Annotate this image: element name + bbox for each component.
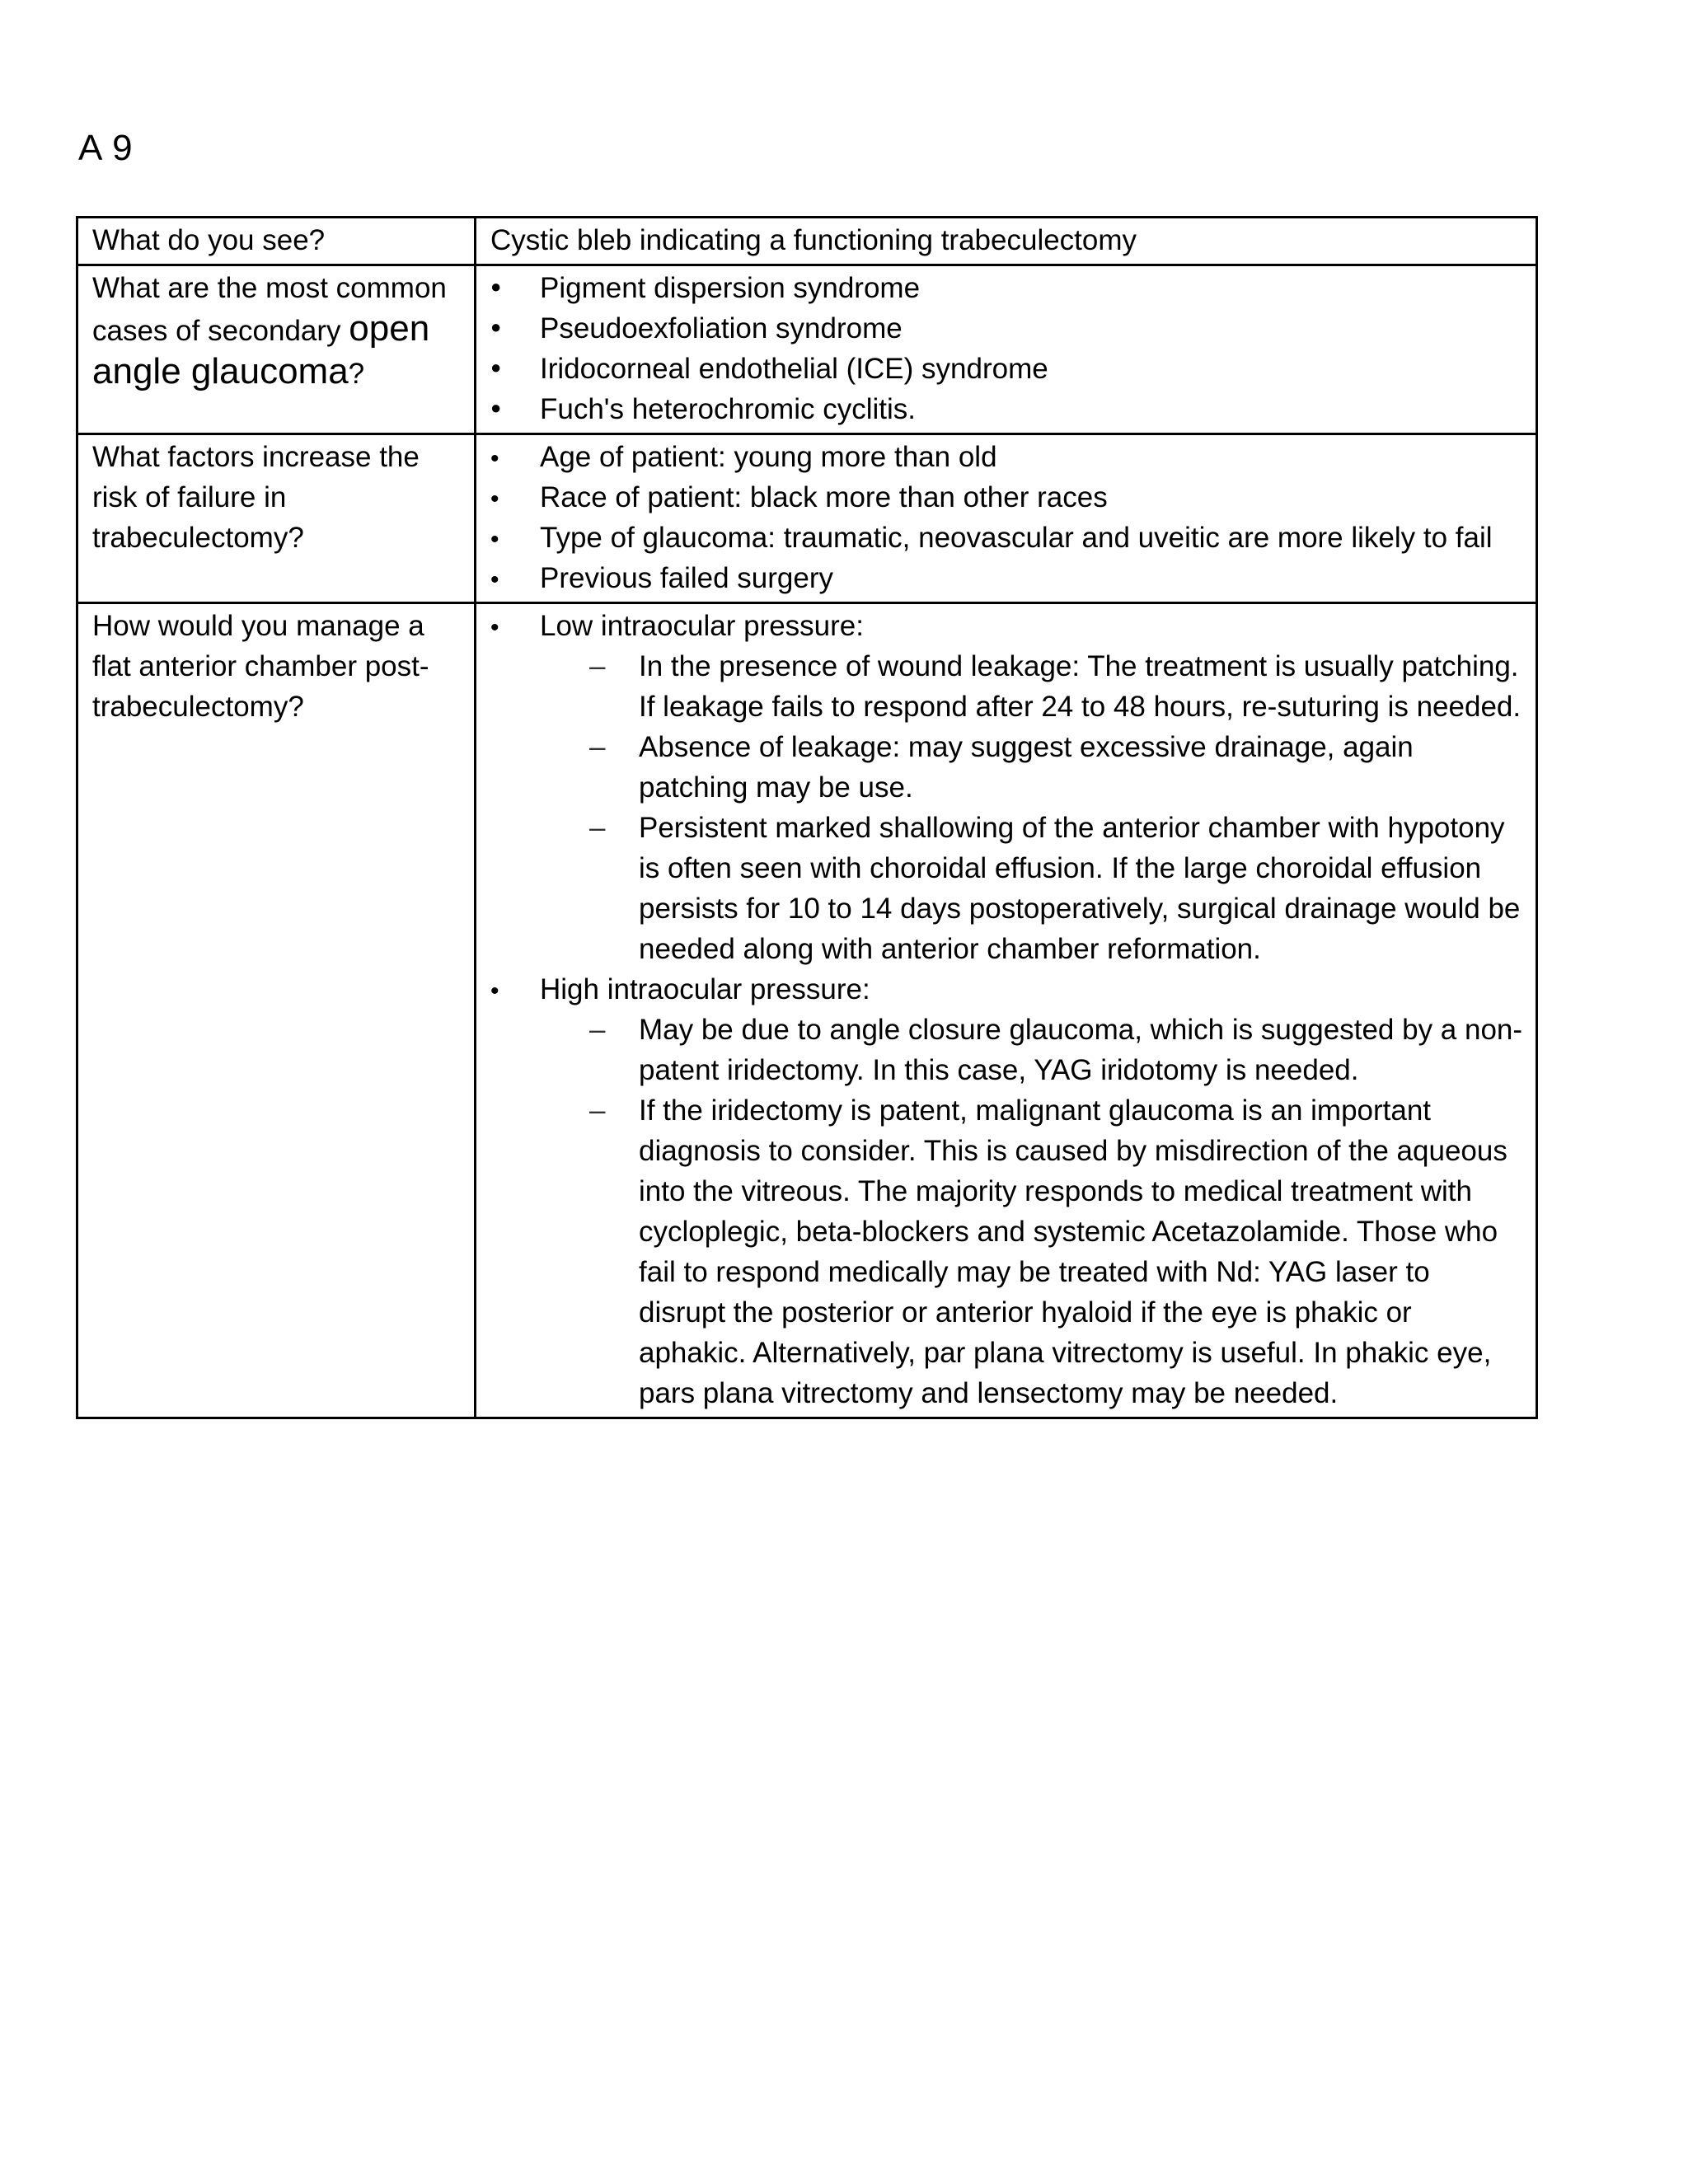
table-row xyxy=(77,218,1537,265)
sub-list xyxy=(540,1010,1524,1413)
bullet-icon xyxy=(490,349,523,392)
list-item xyxy=(490,969,1524,1413)
bullet-icon xyxy=(490,437,523,479)
page-label: A 9 xyxy=(78,128,134,168)
bullet-icon xyxy=(490,389,523,433)
bullet-icon xyxy=(490,969,523,1011)
list-item xyxy=(490,518,1524,558)
list-item-text: Previous failed surgery xyxy=(540,562,833,594)
sub-list-item-text: May be due to angle closure glaucoma, which is suggested by a non-patent iridectomy. In this case, YAG iridotomy is needed. xyxy=(639,1014,1523,1086)
list-item xyxy=(490,477,1524,518)
sub-list-item-text: Persistent marked shallowing of the anterior chamber with hypotony is often seen with choroidal effusion. If the large choroidal effusion persists for 10 to 14 days postoperatively, surgical drainage would be needed along with anterior chamber reformation. xyxy=(639,812,1521,965)
sub-list-item xyxy=(639,808,1524,969)
question-cell: What do you see? xyxy=(77,218,476,265)
sub-list-item xyxy=(639,1090,1524,1413)
table-row xyxy=(77,434,1537,603)
bullet-icon xyxy=(490,606,523,648)
list-item xyxy=(490,558,1524,598)
list-item-text: Fuch's heterochromic cyclitis. xyxy=(540,393,916,425)
bullet-icon xyxy=(490,518,523,560)
sub-list-item-text: Absence of leakage: may suggest excessive drainage, again patching may be use. xyxy=(639,731,1414,804)
question-cell: What factors increase the risk of failure in trabeculectomy? xyxy=(77,434,476,603)
list-item-text: Type of glaucoma: traumatic, neovascular and uveitic are more likely to fail xyxy=(540,522,1493,554)
bullet-icon xyxy=(490,477,523,519)
dash-icon xyxy=(589,727,614,767)
list-item xyxy=(490,268,1524,308)
sub-list-item-text: If the iridectomy is patent, malignant glaucoma is an important diagnosis to consider. This is caused by misdirection of the aqueous into the vitreous. The majority responds to medical treatment with cycloplegic, beta-blockers and systemic Acetazolamide. Those who fail to respond medically may be treated with Nd: YAG laser to disrupt the posterior or anterior hyaloid if the eye is phakic or aphakic. Alternatively, par plana vitrectomy is useful. In phakic eye, pars plana vitrectomy and lensectomy may be needed. xyxy=(639,1094,1507,1409)
question-text: ? xyxy=(348,358,365,390)
bullet-icon xyxy=(490,268,523,312)
qa-table xyxy=(76,216,1538,1419)
answer-cell xyxy=(476,265,1537,434)
list-item xyxy=(490,437,1524,477)
answer-cell: Cystic bleb indicating a functioning trabeculectomy xyxy=(476,218,1537,265)
sub-list xyxy=(540,646,1524,969)
dash-icon xyxy=(589,808,614,848)
list-item xyxy=(490,606,1524,969)
question-cell xyxy=(77,265,476,434)
list-item-text: Age of patient: young more than old xyxy=(540,441,997,473)
list-item xyxy=(490,389,1524,429)
list-item xyxy=(490,349,1524,389)
sub-list-item xyxy=(639,646,1524,727)
list-item xyxy=(490,308,1524,349)
question-text: What are the most common cases of secondary xyxy=(92,272,447,347)
section-heading: Low intraocular pressure: xyxy=(540,610,864,642)
list-item-text: Pseudoexfoliation syndrome xyxy=(540,312,903,344)
sub-list-item xyxy=(639,727,1524,808)
bullet-icon xyxy=(490,558,523,600)
section-heading: High intraocular pressure: xyxy=(540,973,870,1005)
list-item-text: Iridocorneal endothelial (ICE) syndrome xyxy=(540,353,1048,385)
question-cell: How would you manage a flat anterior chamber post-trabeculectomy? xyxy=(77,603,476,1418)
dash-icon xyxy=(589,1010,614,1050)
answer-cell xyxy=(476,603,1537,1418)
dash-icon xyxy=(589,646,614,687)
list-item-text: Pigment dispersion syndrome xyxy=(540,272,921,304)
table-row xyxy=(77,603,1537,1418)
answer-cell xyxy=(476,434,1537,603)
sub-list-item-text: In the presence of wound leakage: The treatment is usually patching. If leakage fails to respond after 24 to 48 hours, re-suturing is needed. xyxy=(639,650,1522,723)
table-row xyxy=(77,265,1537,434)
bullet-icon xyxy=(490,308,523,352)
bullet-list xyxy=(490,437,1524,598)
bullet-list xyxy=(490,606,1524,1413)
dash-icon xyxy=(589,1090,614,1131)
bullet-list xyxy=(490,268,1524,429)
list-item-text: Race of patient: black more than other races xyxy=(540,481,1108,513)
question-emphasis: open angle glaucoma xyxy=(92,308,430,391)
sub-list-item xyxy=(639,1010,1524,1090)
